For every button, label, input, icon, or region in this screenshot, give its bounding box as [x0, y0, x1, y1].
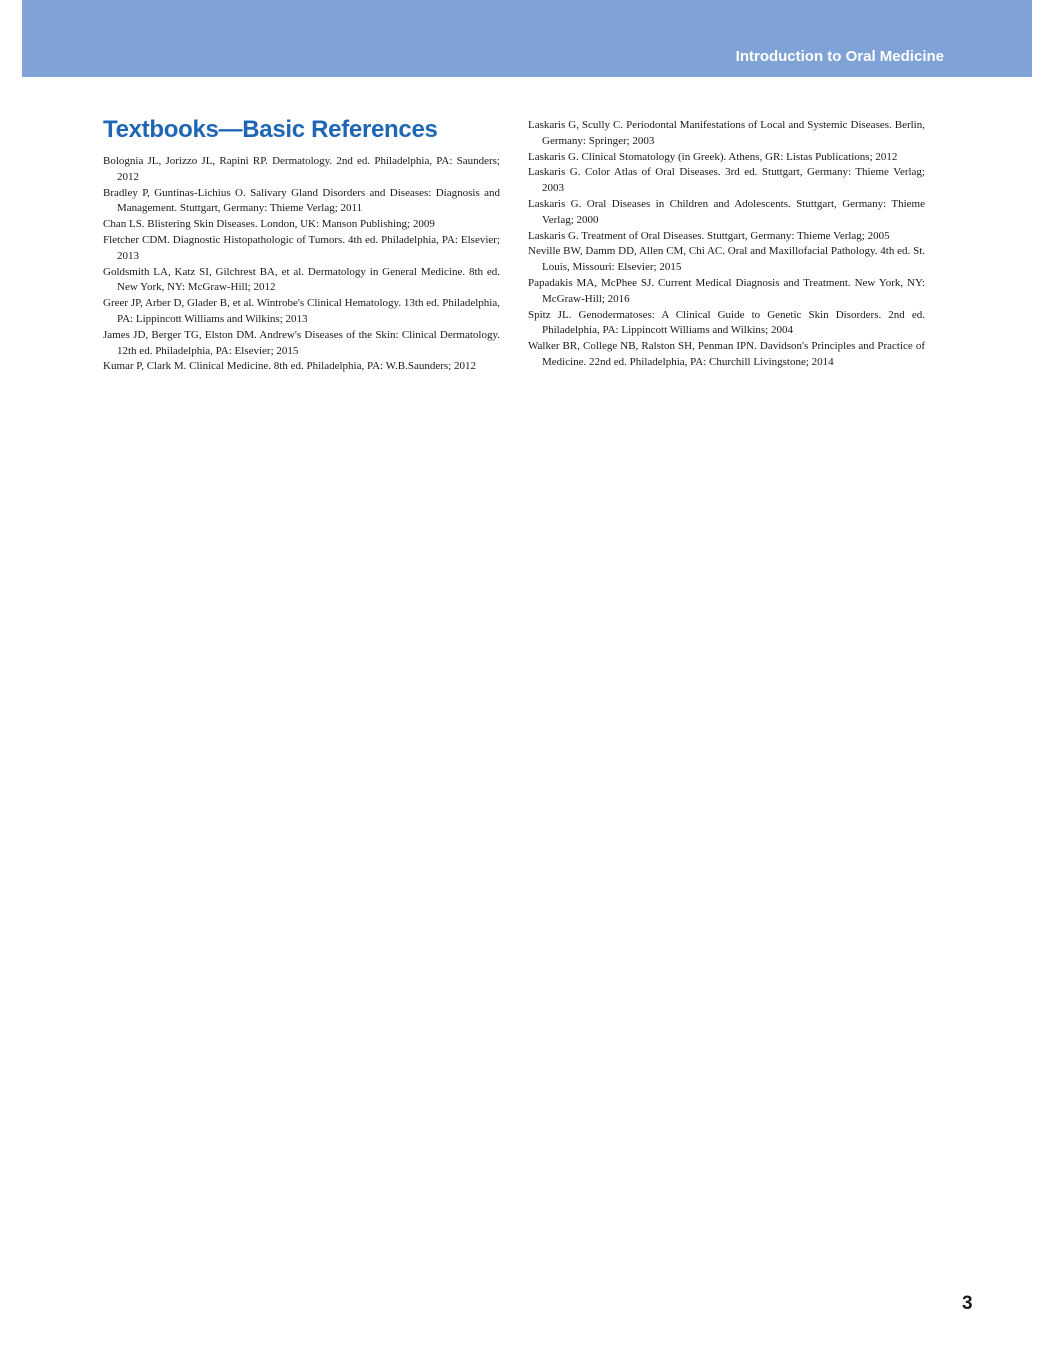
reference-item: Walker BR, College NB, Ralston SH, Penman IPN. Davidson's Principles and Practice of Medicine. 22nd ed. Philadelphia, PA: Churchill Livingstone; 2014 [528, 340, 925, 368]
reference-item: James JD, Berger TG, Elston DM. Andrew's Diseases of the Skin: Clinical Dermatology. 12th ed. Philadelphia, PA: Elsevier; 2015 [103, 328, 500, 357]
running-title: Introduction to Oral Medicine [735, 48, 944, 65]
reference-item: Papadakis MA, McPhee SJ. Current Medical Diagnosis and Treatment. New York, NY: McGraw-Hill; 2016 [528, 276, 925, 305]
reference-item: Laskaris G. Treatment of Oral Diseases. Stuttgart, Germany: Thieme Verlag; 2005 [528, 229, 890, 242]
reference-item: Greer JP, Arber D, Glader B, et al. Wintrobe's Clinical Hematology. 13th ed. Philadelphia, PA: Lippincott Williams and Wilkins; 2013 [103, 297, 500, 325]
reference-item: Chan LS. Blistering Skin Diseases. London, UK: Manson Publishing; 2009 [103, 218, 435, 231]
reference-item: Laskaris G. Clinical Stomatology (in Greek). Athens, GR: Listas Publications; 2012 [528, 150, 898, 163]
reference-item: Bradley P, Guntinas-Lichius O. Salivary Gland Disorders and Diseases: Diagnosis and Management. Stuttgart, Germany: Thieme Verlag; 2011 [103, 186, 500, 215]
reference-item: Goldsmith LA, Katz SI, Gilchrest BA, et al. Dermatology in General Medicine. 8th ed. New York, NY: McGraw-Hill; 2012 [103, 265, 500, 294]
reference-item: Laskaris G. Color Atlas of Oral Diseases. 3rd ed. Stuttgart, Germany: Thieme Verlag; 2003 [528, 166, 925, 195]
header-band [22, 0, 1032, 77]
reference-item: Kumar P, Clark M. Clinical Medicine. 8th ed. Philadelphia, PA: W.B.Saunders; 2012 [103, 360, 476, 373]
references-right-column [528, 118, 925, 371]
reference-item: Laskaris G. Oral Diseases in Children and Adolescents. Stuttgart, Germany: Thieme Verlag; 2000 [528, 197, 925, 226]
reference-item: Neville BW, Damm DD, Allen CM, Chi AC. Oral and Maxillofacial Pathology. 4th ed. St. Louis, Missouri: Elsevier; 2015 [528, 245, 925, 274]
references-left-column [103, 154, 500, 375]
reference-item: Laskaris G, Scully C. Periodontal Manifestations of Local and Systemic Diseases. Berlin, Germany: Springer; 2003 [528, 119, 925, 147]
reference-item: Fletcher CDM. Diagnostic Histopathologic of Tumors. 4th ed. Philadelphia, PA: Elsevier; 2013 [103, 233, 500, 262]
reference-item: Spitz JL. Genodermatoses: A Clinical Guide to Genetic Skin Disorders. 2nd ed. Philadelphia, PA: Lippincott Williams and Wilkins; 2004 [528, 308, 925, 337]
section-title: Textbooks—Basic References [103, 116, 438, 143]
reference-item: Bolognia JL, Jorizzo JL, Rapini RP. Dermatology. 2nd ed. Philadelphia, PA: Saunders; 2012 [103, 155, 500, 183]
page-number: 3 [962, 1293, 973, 1314]
